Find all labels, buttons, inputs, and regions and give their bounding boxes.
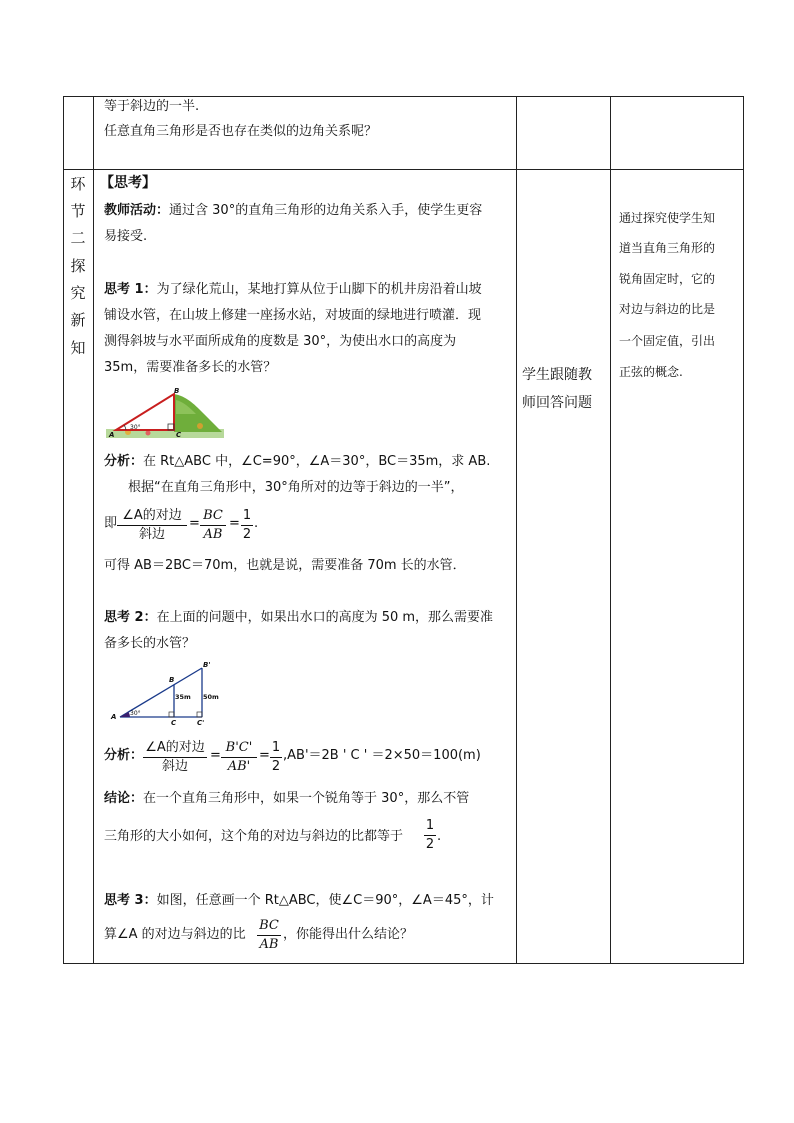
fig2-angle-label: 30° (130, 710, 141, 717)
fraction-bc-over-ab-q3: BC AB (257, 918, 281, 953)
design-intent-line: 正弦的概念. (619, 365, 683, 379)
question-2-text: 在上面的问题中，如果出水口的高度为 50 m，那么需要准 (156, 610, 494, 625)
analysis-1-line-4: 可得 AB＝2BC＝70m，也就是说，需要准备 70m 长的水管． (104, 558, 466, 573)
fig1-label-c: C (176, 431, 182, 439)
fig1-label-a: A (109, 431, 115, 439)
question-3-line-1 (104, 890, 494, 912)
fraction-angle-over-hyp-2: ∠A的对边 斜边 (143, 740, 207, 775)
design-intent-line: 锐角固定时，它的 (619, 272, 716, 286)
conclusion-label: 结论： (104, 791, 144, 806)
document-page: 等于斜边的一半. 任意直角三角形是否也存在类似的边角关系呢？ 环 节 二 探 究 新 知 【思考】 教师活动：通过含 30°的直角三角形的边角关系入手，使学生更容 易接受. 思考 1：为了绿化荒山，某地打算从位于山脚下的机井房沿着山坡 铺设水管，在山坡上修建一座扬水站，对坡面的绿地进行喷灌．现 测得斜坡与水平面所成角的度数是 30°，为使出水口的高度为 35m，需要准备多长的水管？ B A C 30° 分析：在 Rt△ABC 中，∠C=90°，∠A＝30°，BC＝35m，求 AB. 根据“在直角三角形中，30°角所对的边等于斜边的一半”， 即 ∠A的对边 斜边 = BC AB = 1 2 . 可得 AB＝2BC＝70m，也就是说，需要准备 70m 长的水管． 思考 2：在上面的问题中，如果出水口的高度为 50 m，那么需要准 备多长的水管？ B' B A C C' 35m 50m 30° 分析： ∠A的对边 斜边 = B'C' AB' = 1 2 ,AB'＝2B ' C ' ＝2×50＝100(m) 结论：在一个直角三角形中，如果一个锐角等于 30°，那么不管 三角形的大小如何，这个角的对边与斜边的比都等于 1 2 . 思考 3：如图，任意画一个 Rt△ABC，使∠C＝90°，∠A＝45°，计 算∠A 的对边与斜边的比 BC AB ，你能得出什么结论？ 学生跟随教 师回答问题 通过探究使学生知 道当直角三角形的 锐角固定时，它的 对边与斜边的比是 一个固定值，引出 正弦的概念. (0, 0, 794, 1123)
angle-a-mark (120, 712, 130, 717)
stage-char: 究 (70, 284, 86, 302)
teacher-activity-label: 教师活动： (104, 203, 170, 218)
fig2-label-35m: 35m (175, 693, 191, 701)
stage-char: 二 (70, 229, 86, 247)
similar-triangles-figure (108, 660, 219, 727)
conclusion-line-2: 三角形的大小如何，这个角的对边与斜边的比都等于 (104, 829, 404, 844)
analysis-1-prefix: 即 (104, 516, 118, 531)
teacher-activity-text: 通过含 30°的直角三角形的边角关系入手，使学生更容 (169, 203, 483, 218)
question-2-line-1 (104, 607, 493, 629)
question-1-text: 为了绿化荒山，某地打算从位于山脚下的机井房沿着山坡 (156, 282, 482, 297)
fig2-label-bprime: B' (203, 661, 211, 669)
question-1-line-2: 铺设水管，在山坡上修建一座扬水站，对坡面的绿地进行喷灌．现 (104, 308, 482, 323)
fraction-bc-over-ab: BC AB (200, 508, 226, 543)
question-3-line-2b: ，你能得出什么结论？ (283, 927, 414, 942)
student-activity-line-2: 师回答问题 (522, 395, 592, 411)
conclusion-line-1 (104, 788, 469, 810)
question-1-line-1 (104, 279, 482, 301)
table-border-left (63, 96, 64, 964)
fig2-label-b: B (169, 676, 175, 684)
fraction-angle-over-hyp: ∠A的对边 斜边 (117, 508, 187, 543)
table-col-divider-3 (610, 96, 611, 964)
question-3-line-2a: 算∠A 的对边与斜边的比 (104, 927, 246, 942)
table-col-divider-2 (516, 96, 517, 964)
teacher-activity-line-1 (104, 200, 482, 222)
analysis-1-line-2: 根据“在直角三角形中，30°角所对的边等于斜边的一半”， (128, 480, 464, 495)
question-3-text: 如图，任意画一个 Rt△ABC，使∠C＝90°，∠A＝45°，计 (156, 893, 494, 908)
analysis-1-line-1 (104, 451, 490, 473)
question-2-line-2: 备多长的水管？ (104, 636, 196, 651)
question-3-label: 思考 3： (104, 893, 157, 908)
fig2-label-50m: 50m (203, 693, 219, 701)
fig2-label-a: A (111, 713, 117, 721)
fraction-bc-prime-over-ab-prime: B'C' AB' (221, 740, 257, 775)
slope-figure (104, 386, 228, 440)
question-2-label: 思考 2： (104, 610, 157, 625)
teacher-activity-line-2: 易接受. (104, 229, 148, 244)
design-intent-line: 道当直角三角形的 (619, 241, 716, 255)
top-row-line-2: 任意直角三角形是否也存在类似的边角关系呢？ (104, 124, 378, 139)
table-col-divider-1 (93, 96, 94, 964)
analysis-2-result: ,AB'＝2B ' C ' ＝2×50＝100(m) (283, 748, 481, 763)
analysis-2-label: 分析： (104, 748, 144, 763)
question-1-line-3: 测得斜坡与水平面所成角的度数是 30°，为使出水口的高度为 (104, 334, 457, 349)
table-border-right (743, 96, 744, 964)
fraction-one-half-2: 1 2 (271, 740, 281, 774)
fraction-one-half: 1 2 (242, 508, 252, 542)
fig2-label-cprime: C' (197, 719, 205, 727)
table-border-bottom (63, 963, 744, 964)
stage-char: 节 (70, 202, 86, 220)
think-heading: 【思考】 (100, 175, 156, 191)
student-activity-line-1: 学生跟随教 (522, 367, 592, 383)
analysis-1-text: 在 Rt△ABC 中，∠C=90°，∠A＝30°，BC＝35m，求 AB. (143, 454, 491, 469)
design-intent-line: 一个固定值，引出 (619, 334, 716, 348)
question-1-label: 思考 1： (104, 282, 157, 297)
design-intent-line: 通过探究使学生知 (619, 211, 716, 225)
fig2-label-c: C (171, 719, 177, 727)
stage-char: 探 (70, 257, 86, 275)
fig1-angle-label: 30° (130, 424, 141, 431)
stage-char: 新 (70, 311, 86, 329)
stage-char: 环 (70, 175, 86, 193)
stage-char: 知 (70, 339, 86, 357)
conclusion-text: 在一个直角三角形中，如果一个锐角等于 30°，那么不管 (143, 791, 470, 806)
table-row-divider (63, 169, 744, 170)
conclusion-fraction-one-half: 1 2 (425, 818, 435, 852)
analysis-1-label: 分析： (104, 454, 144, 469)
slope-triangle (116, 394, 174, 430)
question-1-line-4: 35m，需要准备多长的水管？ (104, 360, 277, 375)
design-intent-line: 对边与斜边的比是 (619, 302, 716, 316)
fig1-label-b: B (174, 387, 180, 395)
top-row-line-1: 等于斜边的一半. (104, 99, 200, 114)
